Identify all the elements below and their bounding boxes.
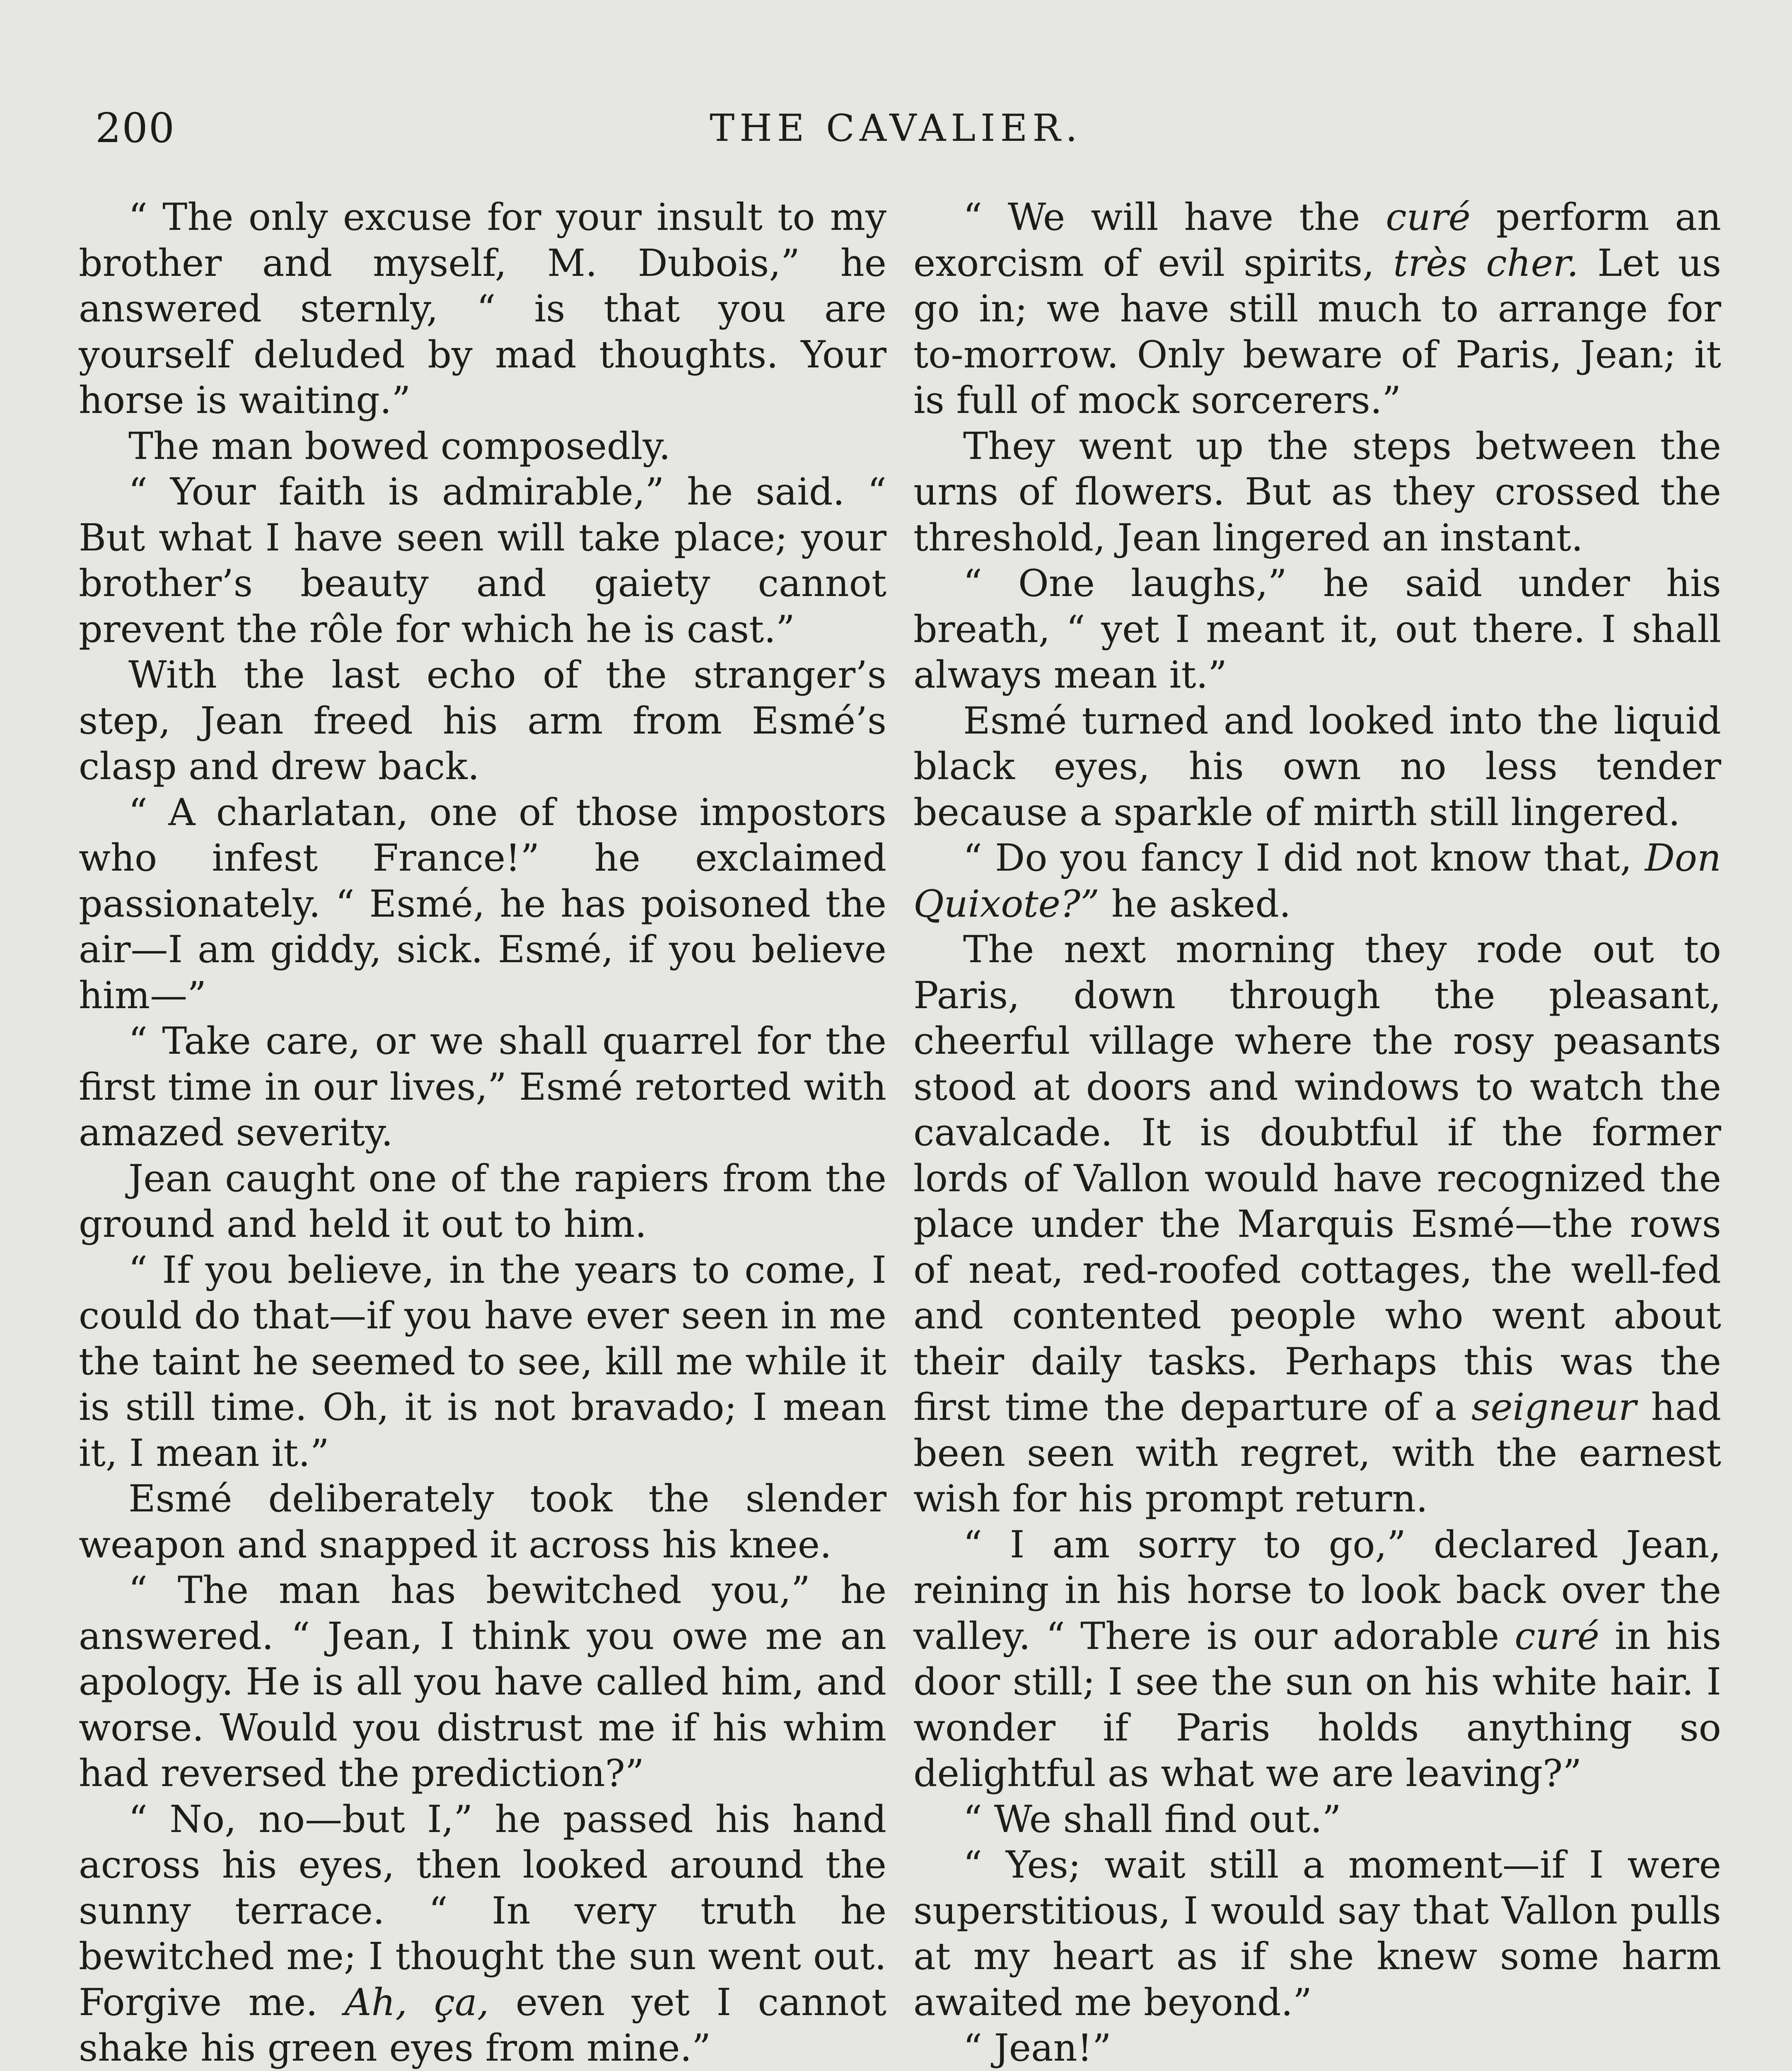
running-head: THE CAVALIER. [710,106,1082,150]
paragraph [913,1522,1721,1797]
paragraph: “ Your faith is admirable,” he said. “ But what I have seen will take place; your brother’s beauty and gaiety cannot prevent the rôle for which he is cast.” [79,470,886,651]
paragraph [913,195,1721,424]
italic-phrase: Ah, ça, [344,1980,489,2024]
paragraph [913,835,1721,927]
text-run: “ We will have the [963,196,1360,239]
italic-phrase: curé [1514,1614,1599,1658]
left-column [79,195,886,2071]
paragraph: “ Jean!” [963,2026,1111,2070]
paragraph: “ A charlatan, one of those impostors who infest France!” he exclaimed passionately. “ Esmé, he has poisoned the air—I am giddy, sick. Esmé, if you believe him—” [79,790,886,1017]
paragraph: Esmé deliberately took the slender weapon and snapped it across his knee. [79,1477,886,1567]
paragraph: With the last echo of the stranger’s step, Jean freed his arm from Esmé’s clasp and drew back. [79,653,886,788]
italic-phrase: seigneur [1471,1385,1637,1429]
paragraph: “ One laughs,” he said under his breath, “ yet I meant it, out there. I shall always mean it.” [913,562,1721,697]
text-run: he asked. [1111,882,1291,926]
page-number: 200 [95,105,176,152]
paragraph: “ If you believe, in the years to come, I could do that—if you have ever seen in me the taint he seemed to see, kill me while it is still time. Oh, it is not bravado; I mean it, I mean it.” [79,1248,886,1475]
text-run: in his door still; I see the sun on his white hair. I wonder if Paris holds anything so delightful as what we are leaving?” [913,1614,1722,1795]
right-column [913,195,1721,2071]
paragraph: Jean caught one of the rapiers from the ground and held it out to him. [79,1156,886,1246]
paragraph [79,1797,886,2071]
text-run: had been seen with regret, with the earnest wish for his prompt return. [913,1385,1722,1521]
paragraph: They went up the steps between the urns of flowers. But as they crossed the threshold, Jean lingered an instant. [913,424,1721,560]
paragraph [913,927,1721,1522]
text-run: even yet I cannot shake his green eyes from mine.” [79,1980,886,2070]
italic-phrase: Don Quixote?” [913,836,1722,926]
paragraph: “ The only excuse for your insult to my brother and myself, M. Dubois,” he answered sternly, “ is that you are yourself deluded by mad thoughts. Your horse is waiting.” [79,196,886,422]
text-run: Let us go in; we have still much to arrange for to-morrow. Only beware of Paris, Jean; it is full of mock sorcerers.” [913,241,1721,422]
italic-phrase: curé [1386,196,1471,239]
text-run: “ Do you fancy I did not know that, [963,836,1632,880]
paragraph: “ We shall find out.” [963,1797,1341,1841]
paragraph: The man bowed composedly. [128,424,671,468]
paragraph: “ Yes; wait still a moment—if I were superstitious, I would say that Vallon pulls at my heart as if she knew some harm awaited me beyond.” [913,1843,1721,2024]
text-run: “ I am sorry to go,” declared Jean, reining in his horse to look back over the valley. “ There is our adorable [913,1523,1721,1658]
text-run: “ No, no—but I,” he passed his hand across his eyes, then looked around the sunny terrace. “ In very truth he bewitched me; I thought the sun went out. Forgive me. [79,1797,886,2024]
text-run: The next morning they rode out to Paris, down through the pleasant, cheerful village where the rosy peasants stood at doors and windows to watch the cavalcade. It is doubtful if the former lords of Vallon would have recognized the place under the Marquis Esmé—the rows of neat, red-roofed cottages, the well-fed and contented people who went about their daily tasks. Perhaps this was the first time the departure of a [913,928,1721,1429]
italic-phrase: très cher. [1393,241,1579,285]
paragraph: “ The man has bewitched you,” he answered. “ Jean, I think you owe me an apology. He is all you have called him, and worse. Would you distrust me if his whim had reversed the prediction?” [79,1569,886,1795]
text-run: perform an exorcism of evil spirits, [913,196,1721,285]
paragraph: “ Take care, or we shall quarrel for the first time in our lives,” Esmé retorted with amazed severity. [79,1019,886,1154]
paragraph: Esmé turned and looked into the liquid black eyes, his own no less tender because a sparkle of mirth still lingered. [913,699,1721,834]
